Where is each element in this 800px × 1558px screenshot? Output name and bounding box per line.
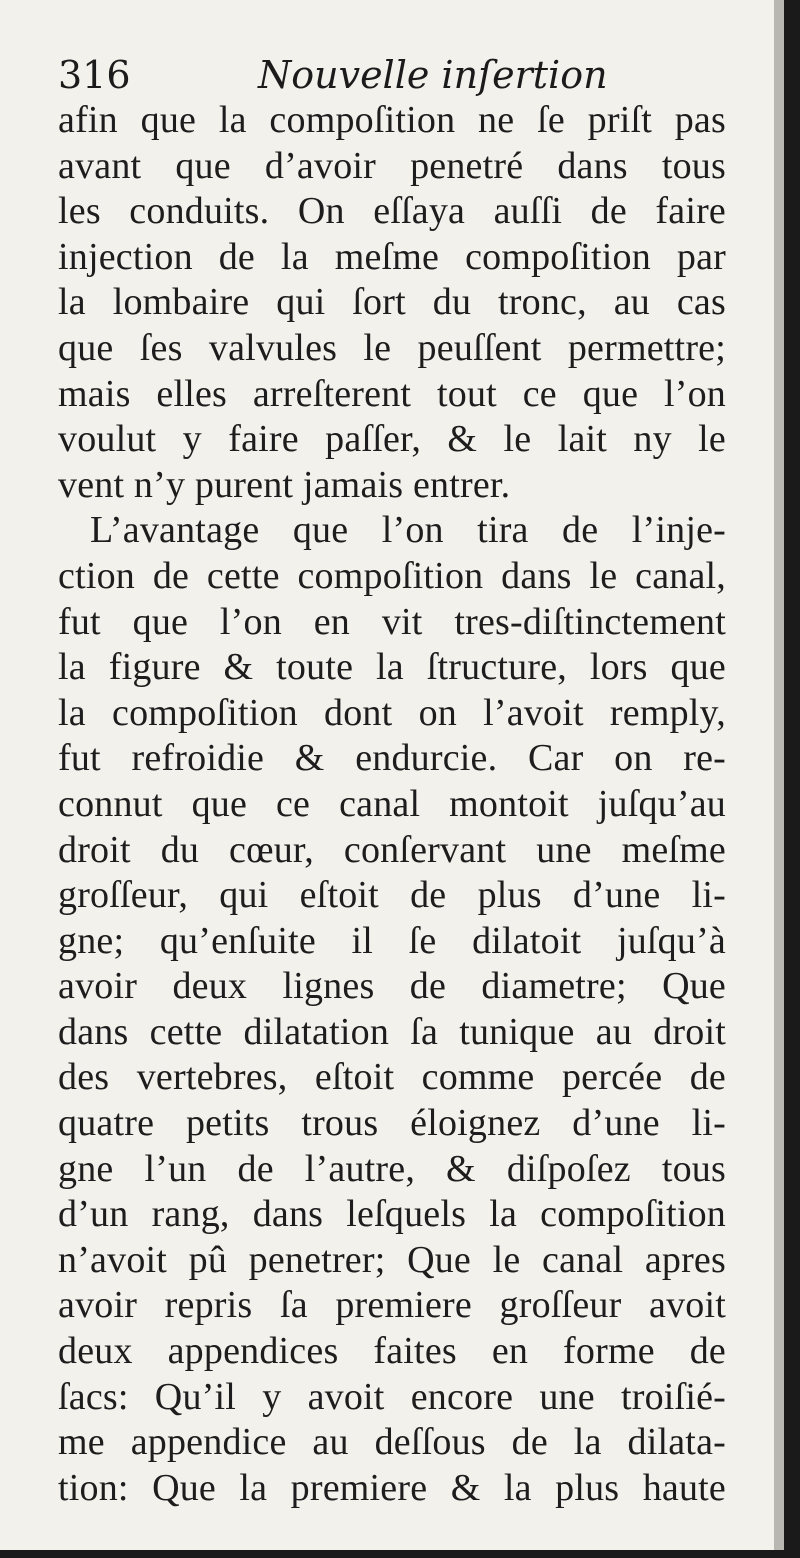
text-line: avoir deux lignes de diametre; Que — [58, 965, 726, 1008]
text-line: fut que l’on en vit tres-diſtinctement — [58, 600, 726, 643]
text-line: d’un rang, dans leſquels la compoſition — [58, 1193, 726, 1236]
page-number: 316 — [58, 53, 131, 97]
text-line: afin que la compoſition ne ſe priſt pas — [58, 99, 726, 141]
text-line: la lombaire qui ſort du tronc, au cas — [58, 281, 726, 324]
text-line: quatre petits trous éloignez d’une li- — [58, 1102, 726, 1145]
paragraph-2 — [58, 508, 726, 1511]
text-line: n’avoit pû penetrer; Que le canal apres — [58, 1238, 726, 1281]
text-line: les conduits. On eſſaya auſſi de faire — [58, 190, 726, 233]
text-line: avoir repris ſa premiere groſſeur avoit — [58, 1284, 726, 1327]
text-line: des vertebres, eſtoit comme percée de — [58, 1056, 726, 1099]
text-line: ction de cette compoſition dans le canal, — [58, 554, 726, 597]
text-line: dans cette dilatation ſa tunique au droit — [58, 1010, 726, 1053]
text-line: la compoſition dont on l’avoit remply, — [58, 691, 726, 734]
text-line: injection de la meſme compoſition par — [58, 235, 726, 278]
text-line: gne; qu’enſuite il ſe dilatoit juſqu’à — [58, 919, 726, 962]
text-line: fut refroidie & endurcie. Car on re- — [58, 737, 726, 780]
text-line: que ſes valvules le peuſſent permettre; — [58, 326, 726, 369]
text-line: groſſeur, qui eſtoit de plus d’une li- — [58, 874, 726, 917]
text-line: connut que ce canal montoit juſqu’au — [58, 782, 726, 825]
text-line: gne l’un de l’autre, & diſpoſez tous — [58, 1147, 726, 1190]
text-line: me appendice au deſſous de la dilata- — [58, 1421, 726, 1464]
body-text — [58, 98, 726, 1511]
text-line: voulut y faire paſſer, & le lait ny le — [58, 418, 726, 461]
text-line: deux appendices faites en forme de — [58, 1330, 726, 1373]
paragraph-1 — [58, 98, 726, 508]
text-line: la figure & toute la ſtructure, lors que — [58, 646, 726, 689]
text-line: droit du cœur, conſervant une meſme — [58, 828, 726, 871]
text-line: ſacs: Qu’il y avoit encore une troiſié- — [58, 1375, 726, 1418]
text-line: L’avantage que l’on tira de l’inje- — [90, 509, 726, 552]
text-line: vent n’y purent jamais entrer. — [58, 463, 511, 506]
page-header — [58, 50, 758, 100]
text-line: avant que d’avoir penetré dans tous — [58, 144, 726, 187]
text-line: mais elles arreſterent tout ce que l’on — [58, 372, 726, 415]
running-head: Nouvelle inſertion — [258, 53, 608, 97]
text-line: tion: Que la premiere & la plus haute — [58, 1466, 726, 1509]
